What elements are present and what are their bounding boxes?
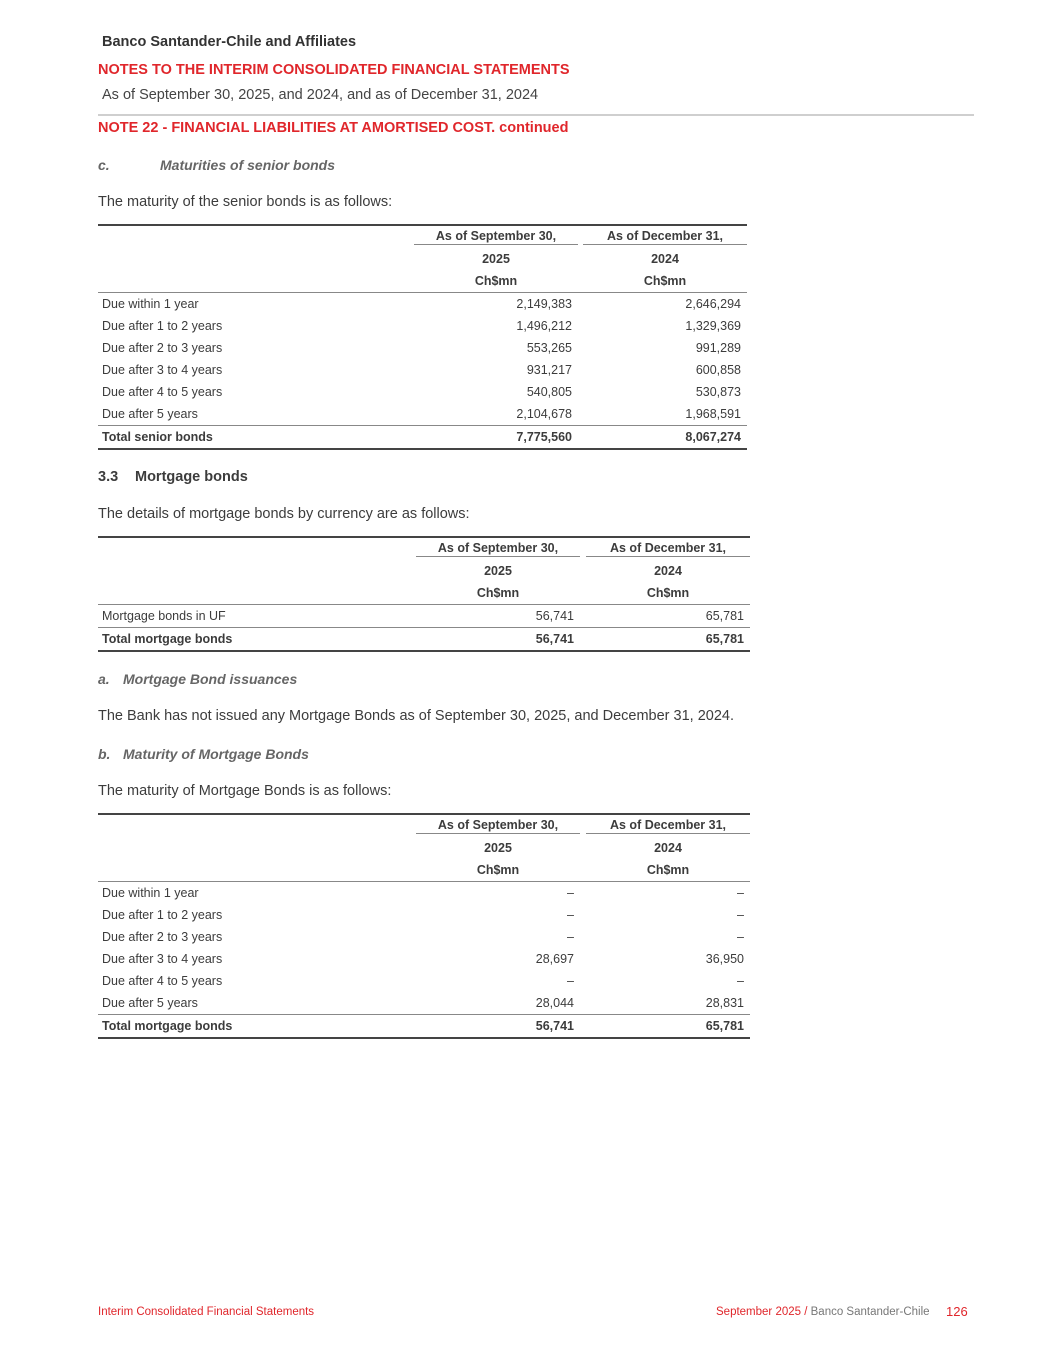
mortgage-table-head xyxy=(98,537,750,605)
mortgage-currency-table xyxy=(98,536,750,652)
senior-total-row xyxy=(98,426,747,450)
senior-col1-year: 2025 xyxy=(482,252,510,266)
note-title: NOTE 22 - FINANCIAL LIABILITIES AT AMORTISED COST. continued xyxy=(98,120,569,136)
row-value-2024: 65,781 xyxy=(586,628,750,652)
mortgage-intro: The details of mortgage bonds by currency are as follows: xyxy=(98,506,470,522)
row-value-2024: 28,831 xyxy=(705,996,744,1010)
notes-title: NOTES TO THE INTERIM CONSOLIDATED FINANCIAL STATEMENTS xyxy=(98,62,570,78)
row-label: Due after 4 to 5 years xyxy=(102,385,223,399)
senior-col2-unit: Ch$mn xyxy=(583,270,747,293)
maturity-col2-header: As of December 31, xyxy=(586,814,750,837)
row-value-2025: 2,149,383 xyxy=(516,297,572,311)
maturity-intro: The maturity of Mortgage Bonds is as follows: xyxy=(98,783,392,799)
table-row xyxy=(98,904,750,926)
senior-bonds-table xyxy=(98,224,747,450)
row-label: Due after 4 to 5 years xyxy=(102,974,223,988)
as-of-date: As of September 30, 2025, and 2024, and as of December 31, 2024 xyxy=(102,87,539,103)
row-value-2024: – xyxy=(737,930,744,944)
row-value-2024: 600,858 xyxy=(695,363,741,377)
mortgage-col2-header: As of December 31, xyxy=(586,537,750,560)
maturity-col2-year: 2024 xyxy=(654,841,682,855)
maturity-rows xyxy=(98,882,750,1039)
footer-date-company xyxy=(716,1306,930,1318)
row-value-2024: 36,950 xyxy=(705,952,744,966)
table-row xyxy=(98,403,747,426)
row-value-2024: – xyxy=(737,886,744,900)
row-value-2025: – xyxy=(567,908,574,922)
row-value-2025: 540,805 xyxy=(526,385,572,399)
row-label: Due within 1 year xyxy=(102,297,199,311)
page-number: 126 xyxy=(946,1304,968,1319)
row-label: Due after 1 to 2 years xyxy=(102,908,223,922)
issuances-heading: Mortgage Bond issuances xyxy=(123,671,298,687)
row-value-2025: – xyxy=(567,974,574,988)
senior-intro: The maturity of the senior bonds is as follows: xyxy=(98,194,393,210)
maturity-heading: Maturity of Mortgage Bonds xyxy=(123,746,309,762)
row-label: Total senior bonds xyxy=(98,426,414,450)
footer-date: September 2025 / xyxy=(716,1306,808,1318)
table-row xyxy=(98,948,750,970)
row-label: Due within 1 year xyxy=(102,886,199,900)
row-label: Total mortgage bonds xyxy=(98,1015,416,1039)
row-value-2025: – xyxy=(567,930,574,944)
senior-col1-unit: Ch$mn xyxy=(414,270,578,293)
table-row xyxy=(98,315,747,337)
row-value-2025: 931,217 xyxy=(526,363,572,377)
row-label: Due after 2 to 3 years xyxy=(102,930,223,944)
senior-heading: Maturities of senior bonds xyxy=(160,157,336,173)
maturity-table-head xyxy=(98,814,750,882)
mortgage-total-row xyxy=(98,628,750,652)
row-value-2024: – xyxy=(737,908,744,922)
maturity-col1-header: As of September 30, xyxy=(416,814,580,837)
row-value-2025: 553,265 xyxy=(526,341,572,355)
mortgage-col1-unit: Ch$mn xyxy=(416,582,580,605)
maturity-col1-unit: Ch$mn xyxy=(416,859,580,882)
row-value-2024: 8,067,274 xyxy=(583,426,747,450)
row-label: Due after 3 to 4 years xyxy=(102,363,223,377)
mortgage-section-number: 3.3 xyxy=(98,469,119,485)
row-value-2025: 7,775,560 xyxy=(414,426,578,450)
maturity-col2-unit: Ch$mn xyxy=(586,859,750,882)
issuances-letter: a. xyxy=(98,671,110,687)
row-label: Due after 1 to 2 years xyxy=(102,319,223,333)
row-value-2024: 2,646,294 xyxy=(685,297,741,311)
mortgage-section-title: Mortgage bonds xyxy=(135,469,248,485)
company-name: Banco Santander-Chile and Affiliates xyxy=(102,34,357,50)
table-row xyxy=(98,605,750,628)
senior-col1-header: As of September 30, xyxy=(414,225,578,248)
row-value-2025: – xyxy=(567,886,574,900)
table-row xyxy=(98,359,747,381)
table-row xyxy=(98,992,750,1015)
senior-table-body xyxy=(98,225,747,293)
maturity-total-row xyxy=(98,1015,750,1039)
row-value-2024: 991,289 xyxy=(695,341,741,355)
row-value-2025: 1,496,212 xyxy=(516,319,572,333)
mortgage-col2-unit: Ch$mn xyxy=(586,582,750,605)
table-row xyxy=(98,926,750,948)
row-value-2024: 65,781 xyxy=(586,1015,750,1039)
maturity-letter: b. xyxy=(98,746,111,762)
row-value-2024: 65,781 xyxy=(705,609,744,623)
mortgage-rows xyxy=(98,605,750,652)
row-label: Due after 3 to 4 years xyxy=(102,952,223,966)
header-divider xyxy=(98,114,974,116)
mortgage-maturity-table xyxy=(98,813,750,1039)
row-value-2025: 28,044 xyxy=(535,996,574,1010)
row-value-2025: 28,697 xyxy=(535,952,574,966)
row-value-2024: 1,329,369 xyxy=(685,319,741,333)
maturity-col1-year: 2025 xyxy=(484,841,512,855)
row-label: Due after 5 years xyxy=(102,407,198,421)
table-row xyxy=(98,970,750,992)
row-label: Mortgage bonds in UF xyxy=(102,609,226,623)
senior-col2-header: As of December 31, xyxy=(583,225,747,248)
row-value-2024: – xyxy=(737,974,744,988)
row-label: Due after 5 years xyxy=(102,996,198,1010)
row-value-2025: 56,741 xyxy=(535,609,574,623)
footer-document-title: Interim Consolidated Financial Statements xyxy=(98,1306,315,1318)
senior-letter: c. xyxy=(98,157,110,173)
row-value-2024: 1,968,591 xyxy=(685,407,741,421)
senior-col2-year: 2024 xyxy=(651,252,679,266)
issuances-text: The Bank has not issued any Mortgage Bonds as of September 30, 2025, and December 31, 2024. xyxy=(98,708,734,724)
row-value-2025: 56,741 xyxy=(416,1015,580,1039)
table-row xyxy=(98,337,747,359)
row-label: Due after 2 to 3 years xyxy=(102,341,223,355)
senior-rows xyxy=(98,293,747,450)
table-row xyxy=(98,882,750,905)
table-row xyxy=(98,381,747,403)
mortgage-col2-year: 2024 xyxy=(654,564,682,578)
mortgage-col1-header: As of September 30, xyxy=(416,537,580,560)
row-value-2025: 2,104,678 xyxy=(516,407,572,421)
row-label: Total mortgage bonds xyxy=(98,628,416,652)
mortgage-col1-year: 2025 xyxy=(484,564,512,578)
row-value-2024: 530,873 xyxy=(695,385,741,399)
footer-company: Banco Santander-Chile xyxy=(810,1306,930,1318)
table-row xyxy=(98,293,747,316)
row-value-2025: 56,741 xyxy=(416,628,580,652)
